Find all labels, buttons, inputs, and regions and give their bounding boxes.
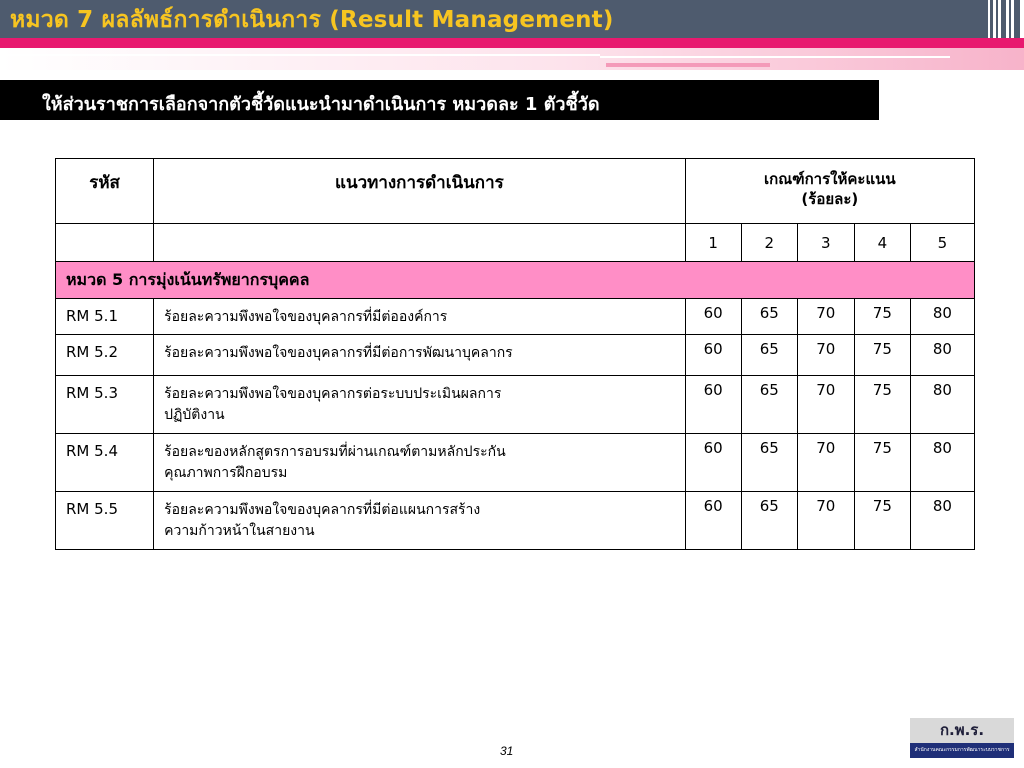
header-accent-line <box>606 63 770 67</box>
score-cell: 60 <box>685 434 741 492</box>
table-row <box>56 299 975 335</box>
table-row <box>56 434 975 492</box>
indicator-description <box>154 299 686 335</box>
score-cell: 75 <box>854 299 910 335</box>
score-cell: 70 <box>797 335 854 376</box>
indicator-description <box>154 492 686 550</box>
level-5: 5 <box>910 224 974 262</box>
header-pink-fade <box>0 48 1024 70</box>
subtitle-bar <box>0 80 879 120</box>
header-pink-band <box>0 38 1024 48</box>
indicator-code: RM 5.4 <box>56 434 154 492</box>
indicator-description <box>154 434 686 492</box>
category-title: หมวด 5 การมุ่งเน้นทรัพยากรบุคคล <box>56 262 975 299</box>
score-cell: 80 <box>910 299 974 335</box>
table-row <box>56 335 975 376</box>
indicator-line: ร้อยละความพึงพอใจของบุคลากรที่มีต่อการพัฒนาบุคลากร <box>164 345 513 361</box>
indicator-code: RM 5.3 <box>56 376 154 434</box>
empty-cell <box>56 224 154 262</box>
score-cell: 65 <box>741 335 797 376</box>
indicator-code: RM 5.5 <box>56 492 154 550</box>
table-header-row <box>56 159 975 224</box>
score-cell: 70 <box>797 434 854 492</box>
title-bar <box>0 0 988 38</box>
level-2: 2 <box>741 224 797 262</box>
header-criteria <box>685 159 974 224</box>
logo-text: ก.พ.ร. <box>939 721 985 739</box>
score-cell: 60 <box>685 376 741 434</box>
indicator-code: RM 5.2 <box>56 335 154 376</box>
score-cell: 60 <box>685 299 741 335</box>
subtitle-text: ให้ส่วนราชการเลือกจากตัวชี้วัดแนะนำมาดำเนินการ หมวดละ 1 ตัวชี้วัด <box>42 94 600 115</box>
kpi-table <box>55 158 975 550</box>
score-cell: 60 <box>685 492 741 550</box>
table-row <box>56 376 975 434</box>
score-cell: 75 <box>854 376 910 434</box>
slide-title: หมวด 7 ผลลัพธ์การดำเนินการ (Result Management) <box>10 7 614 33</box>
page-number: 31 <box>500 744 514 758</box>
table-levels-row <box>56 224 975 262</box>
logo-strip <box>910 743 1014 758</box>
score-cell: 75 <box>854 434 910 492</box>
score-cell: 70 <box>797 299 854 335</box>
table-row <box>56 492 975 550</box>
score-cell: 65 <box>741 434 797 492</box>
score-cell: 80 <box>910 434 974 492</box>
score-cell: 65 <box>741 376 797 434</box>
indicator-line: ร้อยละของหลักสูตรการอบรมที่ผ่านเกณฑ์ตามหลักประกัน <box>164 444 506 460</box>
indicator-line: ร้อยละความพึงพอใจของบุคลากรที่มีต่อองค์การ <box>164 309 448 325</box>
header-criteria-unit: (ร้อยละ) <box>801 190 859 208</box>
score-cell: 80 <box>910 376 974 434</box>
score-cell: 80 <box>910 335 974 376</box>
empty-cell <box>154 224 686 262</box>
indicator-line: คุณภาพการฝึกอบรม <box>164 465 288 481</box>
category-row <box>56 262 975 299</box>
header-divider-line <box>600 56 950 58</box>
score-cell: 75 <box>854 492 910 550</box>
score-cell: 65 <box>741 299 797 335</box>
level-3: 3 <box>797 224 854 262</box>
indicator-line: ร้อยละความพึงพอใจของบุคลากรต่อระบบประเมินผลการ <box>164 386 502 402</box>
score-cell: 80 <box>910 492 974 550</box>
header-decoration <box>988 0 1024 38</box>
header-criteria-title: เกณฑ์การให้คะแนน <box>764 170 896 188</box>
indicator-line: ปฏิบัติงาน <box>164 407 225 423</box>
score-cell: 70 <box>797 492 854 550</box>
header-code: รหัส <box>56 159 154 224</box>
indicator-description <box>154 376 686 434</box>
score-cell: 65 <box>741 492 797 550</box>
indicator-line: ความก้าวหน้าในสายงาน <box>164 523 315 539</box>
level-1: 1 <box>685 224 741 262</box>
indicator-code: RM 5.1 <box>56 299 154 335</box>
level-4: 4 <box>854 224 910 262</box>
indicator-description <box>154 335 686 376</box>
indicator-line: ร้อยละความพึงพอใจของบุคลากรที่มีต่อแผนการสร้าง <box>164 502 481 518</box>
header-divider-line <box>0 54 600 56</box>
score-cell: 75 <box>854 335 910 376</box>
score-cell: 70 <box>797 376 854 434</box>
logo-subtext: สำนักงานคณะกรรมการพัฒนาระบบราชการ <box>914 747 1010 753</box>
opdc-logo <box>910 718 1014 758</box>
score-cell: 60 <box>685 335 741 376</box>
header-method: แนวทางการดำเนินการ <box>154 159 686 224</box>
